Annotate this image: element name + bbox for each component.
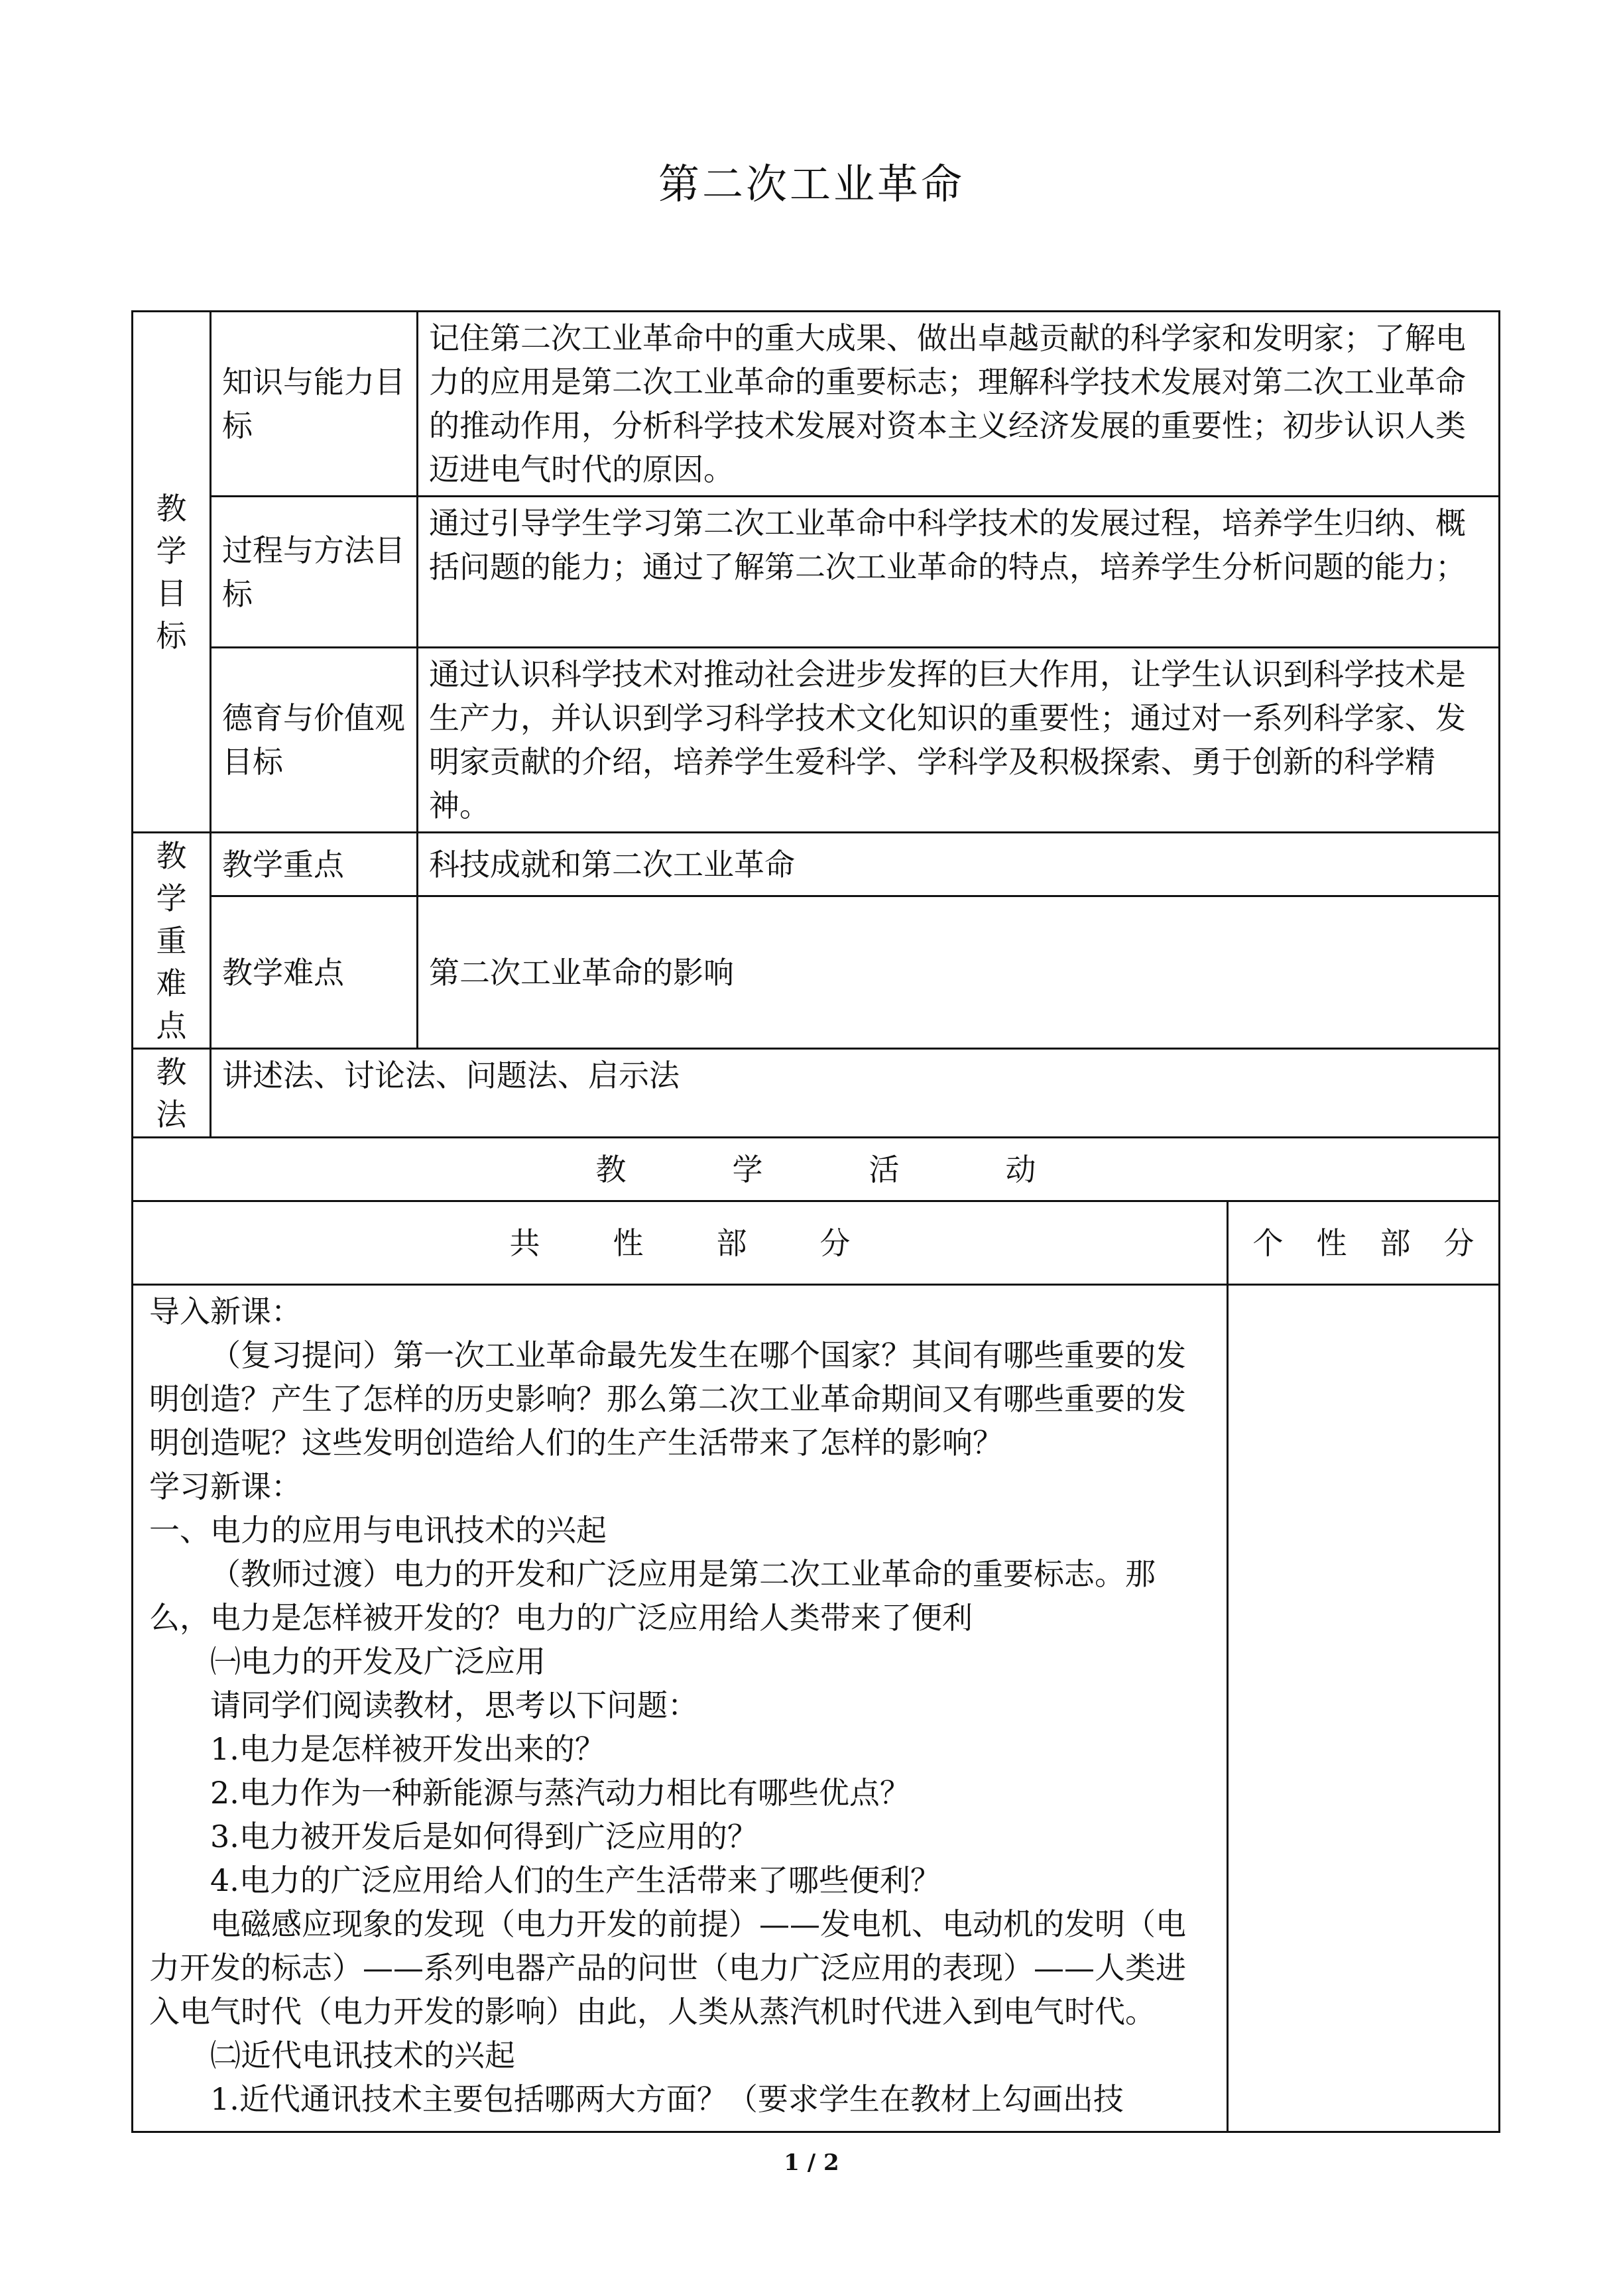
question-item: 4.电力的广泛应用给人们的生产生活带来了哪些便利？ bbox=[210, 1862, 941, 1898]
common-part-content bbox=[133, 1285, 1228, 2132]
new-lesson-title: 学习新课： bbox=[149, 1469, 302, 1504]
question-item: 1.电力是怎样被开发出来的？ bbox=[210, 1731, 605, 1767]
objective-label: 过程与方法目标 bbox=[211, 497, 418, 648]
intro-text: （复习提问）第一次工业革命最先发生在哪个国家？其间有哪些重要的发明创造？产生了怎样的历史影响？那么第二次工业革命期间又有哪些重要的发明创造呢？这些发明创造给人们的生产生活带来了怎样的影响？ bbox=[149, 1337, 1186, 1461]
objective-text: 记住第二次工业革命中的重大成果、做出卓越贡献的科学家和发明家；了解电力的应用是第二次工业革命的重要标志；理解科学技术发展对第二次工业革命的推动作用，分析科学技术发展对资本主义经济发展的重要性；初步认识人类迈进电气时代的原因。 bbox=[418, 312, 1500, 497]
key-points-label: 教 学 重 难 点 bbox=[133, 833, 211, 1049]
question-item: 2.电力作为一种新能源与蒸汽动力相比有哪些优点？ bbox=[210, 1775, 910, 1811]
method-label: 教 法 bbox=[133, 1049, 211, 1138]
transition-text: （教师过渡）电力的开发和广泛应用是第二次工业革命的重要标志。那么，电力是怎样被开发的？电力的广泛应用给人类带来了便利 bbox=[149, 1556, 1156, 1636]
summary-text: 电磁感应现象的发现（电力开发的前提）——发电机、电动机的发明（电力开发的标志）——系列电器产品的问世（电力广泛应用的表现）——人类进入电气时代（电力开发的影响）由此，人类从蒸汽机时代进入到电气时代。 bbox=[149, 1906, 1186, 2029]
difficulty-label: 教学难点 bbox=[211, 896, 418, 1049]
key-point-row bbox=[133, 833, 1500, 896]
page-title: 第二次工业革命 bbox=[658, 160, 965, 208]
personal-part-content bbox=[1228, 1285, 1500, 2132]
method-text: 讲述法、讨论法、问题法、启示法 bbox=[211, 1049, 1500, 1138]
question-item: 1.近代通讯技术主要包括哪两大方面？（要求学生在教材上勾画出技 bbox=[210, 2081, 1124, 2117]
objective-row-process bbox=[133, 497, 1500, 648]
common-part-header: 共 性 部 分 bbox=[133, 1201, 1228, 1285]
objective-text: 通过认识科学技术对推动社会进步发挥的巨大作用，让学生认识到科学技术是生产力，并认识到学习科学技术文化知识的重要性；通过对一系列科学家、发明家贡献的介绍，培养学生爱科学、学科学及积极探索、勇于创新的科学精神。 bbox=[418, 648, 1500, 833]
activities-header-row bbox=[133, 1138, 1500, 1201]
intro-title: 导入新课： bbox=[149, 1294, 302, 1329]
key-point-text: 科技成就和第二次工业革命 bbox=[418, 833, 1500, 896]
activities-header: 教 学 活 动 bbox=[133, 1138, 1500, 1201]
lesson-body-row bbox=[133, 1285, 1500, 2132]
question-item: 3.电力被开发后是如何得到广泛应用的？ bbox=[210, 1819, 758, 1854]
personal-part-header: 个 性 部 分 bbox=[1228, 1201, 1500, 1285]
objective-row-knowledge bbox=[133, 312, 1500, 497]
objective-label: 知识与能力目标 bbox=[211, 312, 418, 497]
subsection-heading: ㈠电力的开发及广泛应用 bbox=[210, 1644, 546, 1679]
objective-text: 通过引导学生学习第二次工业革命中科学技术的发展过程，培养学生归纳、概括问题的能力；通过了解第二次工业革命的特点，培养学生分析问题的能力； bbox=[418, 497, 1500, 648]
method-row bbox=[133, 1049, 1500, 1138]
part-header-row bbox=[133, 1201, 1500, 1285]
difficulty-row bbox=[133, 896, 1500, 1049]
key-point-label: 教学重点 bbox=[211, 833, 418, 896]
subsection-heading: ㈡近代电讯技术的兴起 bbox=[210, 2037, 515, 2073]
objective-label: 德育与价值观目标 bbox=[211, 648, 418, 833]
difficulty-text: 第二次工业革命的影响 bbox=[418, 896, 1500, 1049]
objective-row-values bbox=[133, 648, 1500, 833]
objectives-label: 教 学 目 标 bbox=[133, 312, 211, 833]
section-heading: 一、电力的应用与电讯技术的兴起 bbox=[149, 1512, 607, 1548]
reading-prompt: 请同学们阅读教材，思考以下问题： bbox=[210, 1687, 698, 1723]
page-number: 1 / 2 bbox=[784, 2149, 839, 2176]
lesson-plan-table bbox=[131, 310, 1500, 2133]
